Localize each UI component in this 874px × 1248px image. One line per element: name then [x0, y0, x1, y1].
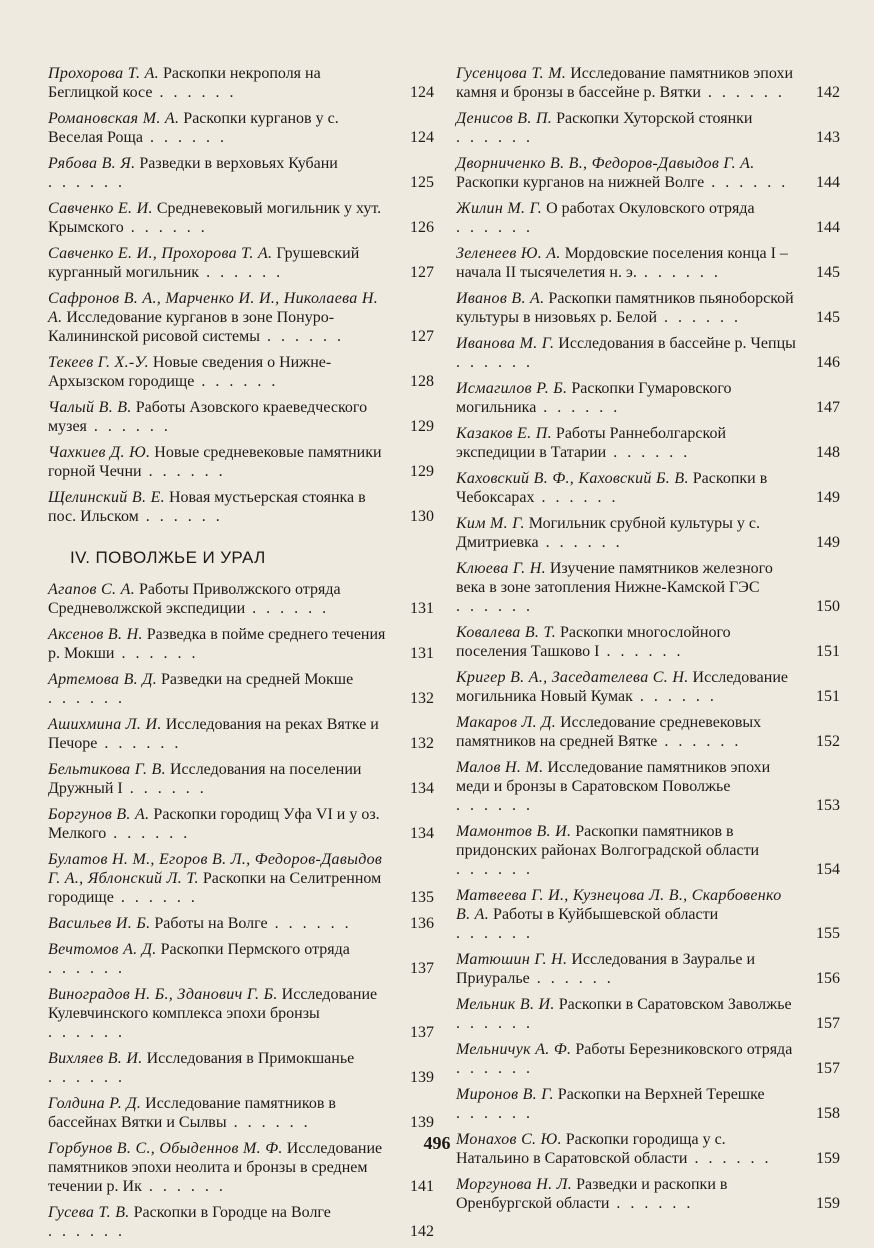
toc-entry-text: [48, 850, 390, 907]
toc-entry: [456, 1175, 846, 1213]
toc-entry-page: 157: [816, 1015, 840, 1032]
toc-entry: [48, 109, 440, 147]
toc-entry: [456, 154, 846, 192]
toc-entry-title: Исследования в бассейне р. Чепцы: [558, 335, 796, 352]
toc-entry-author: Дворниченко В. В., Федоров-Давыдов Г. А.: [456, 155, 755, 172]
toc-entry-title: Исследование средневековых памятников на средней Вятке: [456, 714, 762, 750]
toc-entry-text: [456, 289, 796, 327]
leader-dots: . . . . . .: [141, 1178, 226, 1195]
leader-dots: . . . . . .: [267, 915, 352, 932]
toc-entry-text: [48, 760, 390, 798]
toc-entry-page: 158: [816, 1105, 840, 1122]
toc-entry-text: [456, 1175, 796, 1213]
toc-entry: [456, 623, 846, 661]
leader-dots: . . . . . .: [141, 463, 226, 480]
toc-entry: [456, 514, 846, 552]
toc-entry-text: [456, 424, 796, 462]
toc-entry: [48, 488, 440, 526]
leader-dots: . . . . . .: [199, 264, 284, 281]
toc-entry: [48, 715, 440, 753]
toc-entry: [456, 1085, 846, 1123]
toc-entry-text: [456, 559, 796, 616]
toc-entry-author: Вечтомов А. Д.: [48, 941, 157, 958]
leader-dots: . . . . . .: [456, 354, 533, 371]
toc-entry-text: [48, 289, 390, 346]
toc-entry-text: [456, 995, 796, 1033]
toc-entry-title: Работы в Куйбышевской области: [493, 906, 719, 923]
toc-entry-text: [456, 379, 796, 417]
toc-entry-text: [48, 154, 390, 192]
leader-dots: . . . . . .: [657, 309, 741, 326]
toc-entry: [456, 758, 846, 815]
toc-entry-title: Разведки на средней Мокше: [161, 671, 354, 688]
leader-dots: . . . . . .: [245, 600, 330, 617]
toc-entry-author: Щелинский В. Е.: [48, 489, 165, 506]
toc-entry-text: [48, 1049, 390, 1087]
toc-entry-page: 128: [410, 373, 434, 390]
toc-entry-title: Средневековый могильник у хут. Крымского: [48, 200, 382, 236]
toc-entry-author: Агапов С. А.: [48, 581, 136, 598]
toc-entry-author: Артемова В. Д.: [48, 671, 158, 688]
leader-dots: . . . . . .: [194, 373, 279, 390]
toc-entry-text: [456, 154, 796, 192]
leader-dots: . . . . . .: [456, 1105, 533, 1122]
toc-entry: [48, 398, 440, 436]
toc-entry-title: Раскопки памятников пьяноборской культуры в низовьях р. Белой: [456, 290, 794, 326]
toc-entry-title: Могильник срубной культуры у с. Дмитриевка: [456, 515, 760, 551]
section-title: IV. ПОВОЛЖЬЕ И УРАЛ: [70, 548, 266, 567]
toc-entry-text: [456, 244, 796, 282]
toc-entry-author: Романовская М. А.: [48, 110, 180, 127]
toc-entry-author: Вихляев В. И.: [48, 1050, 143, 1067]
toc-entry-author: Голдина Р. Д.: [48, 1095, 142, 1112]
leader-dots: . . . . . .: [48, 960, 125, 977]
toc-entry: [48, 1203, 440, 1241]
toc-entry-page: 150: [816, 598, 840, 615]
toc-entry-page: 149: [816, 534, 840, 551]
toc-entry-page: 146: [816, 354, 840, 371]
toc-entry: [456, 199, 846, 237]
toc-entry-title: Раскопки Хуторской стоянки: [556, 110, 753, 127]
toc-entry-title: Новые средневековые памятники горной Чечни: [48, 444, 382, 480]
toc-entry-text: [456, 469, 796, 507]
toc-entry-page: 143: [816, 129, 840, 146]
toc-entry: [456, 995, 846, 1033]
toc-entry-page: 153: [816, 797, 840, 814]
toc-entry-author: Зеленеев Ю. А.: [456, 245, 561, 262]
leader-dots: . . . . . .: [657, 733, 742, 750]
toc-entry-author: Ашихмина Л. И.: [48, 716, 162, 733]
toc-entry-text: [48, 353, 390, 391]
leader-dots: . . . . . .: [456, 861, 533, 878]
leader-dots: . . . . . .: [534, 489, 619, 506]
toc-entry-title: Мордовские поселения конца I – начала II тысячелетия н. э.: [456, 245, 788, 281]
toc-entry-text: [48, 109, 390, 147]
toc-entry-text: [48, 64, 390, 102]
toc-entry: [48, 985, 440, 1042]
page-number: 496: [423, 1133, 451, 1153]
toc-entry: [456, 289, 846, 327]
toc-entry: [48, 805, 440, 843]
toc-entry-author: Моргунова Н. Л.: [456, 1176, 573, 1193]
toc-entry: [48, 199, 440, 237]
toc-entry-text: [456, 950, 796, 988]
toc-entry-author: Горбунов В. С., Обыденнов М. Ф.: [48, 1140, 283, 1157]
toc-entry: [456, 950, 846, 988]
toc-entry-text: [456, 514, 796, 552]
toc-entry-page: 136: [410, 915, 434, 932]
toc-entry-author: Мельник В. И.: [456, 996, 555, 1013]
leader-dots: . . . . . .: [142, 129, 227, 146]
leader-dots: . . . . . .: [456, 1015, 533, 1032]
toc-entry-text: [48, 670, 390, 708]
toc-entry-author: Миронов В. Г.: [456, 1086, 554, 1103]
toc-entry-page: 156: [816, 970, 840, 987]
toc-entry-author: Иванов В. А.: [456, 290, 545, 307]
toc-entry-title: Новые сведения о Нижне-Архызском городище: [48, 354, 332, 390]
toc-entry: [48, 760, 440, 798]
toc-entry-author: Бельтикова Г. В.: [48, 761, 166, 778]
toc-entry-author: Савченко Е. И., Прохорова Т. А.: [48, 245, 273, 262]
toc-entry-text: [456, 623, 796, 661]
toc-entry-author: Матвеева Г. И., Кузнецова Л. В., Скарбовенко В. А.: [456, 887, 782, 923]
toc-entry-title: Работы Азовского краеведческого музея: [48, 399, 368, 435]
toc-entry-title: Раскопки в Городце на Волге: [133, 1204, 331, 1221]
toc-entry-page: 129: [410, 463, 434, 480]
leader-dots: . . . . . .: [114, 645, 199, 662]
toc-entry-title: Исследование памятников эпохи неолита и бронзы в среднем течении р. Ик: [48, 1140, 383, 1195]
leader-dots: . . . . . .: [259, 328, 344, 345]
toc-entry-text: [48, 985, 390, 1042]
toc-entry-title: Исследование памятников в бассейнах Вятки и Сылвы: [48, 1095, 336, 1131]
toc-entry-text: [456, 109, 796, 147]
toc-entry-title: Раскопки курганов у с. Веселая Роща: [48, 110, 339, 146]
toc-entry-text: [48, 1203, 390, 1241]
toc-entry-page: 151: [816, 643, 840, 660]
toc-entry-page: 137: [410, 960, 434, 977]
leader-dots: . . . . . .: [529, 970, 614, 987]
leader-dots: . . . . . .: [632, 688, 717, 705]
toc-entry-page: 144: [816, 174, 840, 191]
toc-entry-text: [456, 199, 796, 237]
leader-dots: . . . . . .: [609, 1195, 694, 1212]
toc-entry-page: 154: [816, 861, 840, 878]
leader-dots: . . . . . .: [456, 598, 533, 615]
toc-entry-author: Ковалева В. Т.: [456, 624, 557, 641]
toc-entry-text: [456, 1040, 796, 1078]
toc-entry-author: Клюева Г. Н.: [456, 560, 546, 577]
toc-entry-title: Исследования на реках Вятке и Печоре: [48, 716, 379, 752]
toc-entry-author: Ким М. Г.: [456, 515, 525, 532]
toc-entry-author: Виноградов Н. Б., Зданович Г. Б.: [48, 986, 278, 1003]
toc-entry: [456, 424, 846, 462]
leader-dots: . . . . . .: [106, 825, 191, 842]
toc-entry-title: Работы Березниковского отряда: [575, 1041, 793, 1058]
leader-dots: . . . . . .: [138, 508, 223, 525]
toc-entry-page: 132: [410, 735, 434, 752]
toc-entry: [456, 64, 846, 102]
leader-dots: . . . . . .: [48, 1223, 125, 1240]
toc-entry-title: Раскопки городища у с. Натальино в Саратовской области: [456, 1131, 726, 1167]
toc-entry-author: Жилин М. Г.: [456, 200, 543, 217]
toc-entry-title: Разведка в пойме среднего течения р. Мокши: [48, 626, 386, 662]
toc-entry: [48, 914, 440, 933]
toc-entry-text: [456, 1085, 796, 1123]
toc-entry-text: [48, 625, 390, 663]
toc-entry-title: Раскопки Пермского отряда: [160, 941, 350, 958]
toc-entry-title: Раскопки на Селитренном городище: [48, 870, 382, 906]
toc-entry-page: 131: [410, 645, 434, 662]
toc-entry-page: 149: [816, 489, 840, 506]
toc-entry-title: Раскопки некрополя на Беглицкой косе: [48, 65, 321, 101]
toc-entry-text: [456, 334, 796, 372]
leader-dots: . . . . . .: [704, 174, 789, 191]
toc-entry-page: 157: [816, 1060, 840, 1077]
toc-entry-page: 159: [816, 1150, 840, 1167]
leader-dots: . . . . . .: [113, 889, 198, 906]
toc-entry-author: Чалый В. В.: [48, 399, 132, 416]
toc-entry-author: Мамонтов В. И.: [456, 823, 572, 840]
toc-entry-author: Кригер В. А., Заседателева С. Н.: [456, 669, 689, 686]
toc-entry-text: [48, 914, 390, 933]
leader-dots: . . . . . .: [48, 690, 125, 707]
toc-entry: [48, 670, 440, 708]
toc-entry: [48, 1094, 440, 1132]
toc-entry-title: Исследования в Примокшанье: [146, 1050, 355, 1067]
toc-entry-title: Исследования на поселении Дружный I: [48, 761, 362, 797]
toc-entry: [456, 668, 846, 706]
toc-entry: [48, 1049, 440, 1087]
toc-entry-text: [48, 715, 390, 753]
toc-entry-page: 144: [816, 219, 840, 236]
toc-entry: [48, 353, 440, 391]
leader-dots: . . . . . .: [687, 1150, 772, 1167]
leader-dots: . . . . . .: [48, 1024, 125, 1041]
toc-entry-title: Раскопки Гумаровского могильника: [456, 380, 732, 416]
toc-entry-page: 134: [410, 825, 434, 842]
toc-entry-page: 145: [816, 309, 840, 326]
toc-entry-author: Боргунов В. А.: [48, 806, 150, 823]
toc-entry-author: Савченко Е. И.: [48, 200, 153, 217]
toc-entry-author: Гусева Т. В.: [48, 1204, 130, 1221]
toc-entry-text: [48, 580, 390, 618]
leader-dots: . . . . . .: [123, 219, 208, 236]
toc-entry: [456, 1040, 846, 1078]
toc-entry-text: [48, 199, 390, 237]
toc-entry-page: 159: [816, 1195, 840, 1212]
toc-entry-page: 127: [410, 328, 434, 345]
toc-entry-author: Аксенов В. Н.: [48, 626, 143, 643]
toc-entry-author: Макаров Л. Д.: [456, 714, 557, 731]
toc-entry-title: Грушевский курганный могильник: [48, 245, 360, 281]
toc-entry-author: Гусенцова Т. М.: [456, 65, 567, 82]
toc-entry: [48, 625, 440, 663]
toc-entry: [48, 244, 440, 282]
toc-entry-page: 137: [410, 1024, 434, 1041]
toc-entry-text: [48, 443, 390, 481]
toc-entry-text: [456, 822, 796, 879]
toc-entry-author: Денисов В. П.: [456, 110, 553, 127]
toc-entry-page: 132: [410, 690, 434, 707]
toc-entry-page: 142: [410, 1223, 434, 1240]
toc-entry-author: Васильев И. Б.: [48, 915, 151, 932]
toc-entry-page: 124: [410, 129, 434, 146]
toc-entry-author: Малов Н. М.: [456, 759, 544, 776]
toc-entry-title: О работах Окуловского отряда: [546, 200, 755, 217]
toc-entry-page: 151: [816, 688, 840, 705]
toc-entry-title: Раскопки памятников в придонских районах Волгоградской области: [456, 823, 760, 859]
toc-entry-text: [48, 805, 390, 843]
toc-entry: [456, 334, 846, 372]
toc-entry-text: [48, 1094, 390, 1132]
toc-entry-title: Исследования в Зауралье и Приуралье: [456, 951, 756, 987]
leader-dots: . . . . . .: [97, 735, 182, 752]
toc-entry-page: 145: [816, 264, 840, 281]
leader-dots: . . . . . .: [456, 129, 533, 146]
toc-entry: [48, 850, 440, 907]
toc-entry-author: Мельничук А. Ф.: [456, 1041, 572, 1058]
toc-entry: [456, 713, 846, 751]
toc-entry-page: 139: [410, 1069, 434, 1086]
leader-dots: . . . . . .: [700, 84, 785, 101]
toc-entry-title: Разведки в верховьях Кубани: [139, 155, 338, 172]
toc-entry-page: 130: [410, 508, 434, 525]
toc-entry: [456, 109, 846, 147]
toc-entry-page: 131: [410, 600, 434, 617]
leader-dots: . . . . . .: [599, 643, 684, 660]
toc-entry-page: 139: [410, 1114, 434, 1131]
toc-entry: [456, 379, 846, 417]
leader-dots: . . . . . .: [456, 925, 533, 942]
toc-entry: [48, 289, 440, 346]
toc-entry: [456, 886, 846, 943]
leader-dots: . . . . . .: [152, 84, 237, 101]
toc-entry: [48, 64, 440, 102]
toc-entry: [48, 940, 440, 978]
toc-entry-page: 134: [410, 780, 434, 797]
toc-entry-title: Раскопки курганов на нижней Волге: [456, 174, 705, 191]
leader-dots: . . . . . .: [456, 219, 533, 236]
toc-entry: [48, 580, 440, 618]
toc-entry-page: 142: [816, 84, 840, 101]
toc-entry-title: Раскопки в Саратовском Заволжье: [558, 996, 792, 1013]
toc-entry-title: Раскопки на Верхней Терешке: [557, 1086, 765, 1103]
toc-entry-author: Казаков Е. П.: [456, 425, 552, 442]
toc-entry-text: [456, 668, 796, 706]
toc-entry-page: 155: [816, 925, 840, 942]
leader-dots: . . . . . .: [122, 780, 207, 797]
toc-entry-author: Прохорова Т. А.: [48, 65, 159, 82]
toc-entry: [48, 443, 440, 481]
toc-entry-page: 147: [816, 399, 840, 416]
toc-entry-author: Булатов Н. М., Егоров В. Л., Федоров-Давыдов Г. А., Яблонский Л. Т.: [48, 851, 383, 887]
toc-entry-title: Исследование Кулевчинского комплекса эпохи бронзы: [48, 986, 378, 1022]
toc-entry-author: Матюшин Г. Н.: [456, 951, 568, 968]
toc-entry-title: Исследование могильника Новый Кумак: [456, 669, 788, 705]
toc-entry-title: Работы на Волге: [154, 915, 268, 932]
toc-entry-author: Текеев Г. Х.-У.: [48, 354, 149, 371]
toc-entry-author: Чахкиев Д. Ю.: [48, 444, 151, 461]
toc-entry-title: Новая мустьерская стоянка в пос. Ильском: [48, 489, 366, 525]
toc-entry-title: Раскопки в Чебоксарах: [456, 470, 768, 506]
toc-entry-title: Изучение памятников железного века в зоне затопления Нижне-Камской ГЭС: [456, 560, 773, 596]
leader-dots: . . . . . .: [456, 1060, 533, 1077]
toc-entry-author: Сафронов В. А., Марченко И. И., Николаева Н. А.: [48, 290, 379, 326]
left-entries-top: [48, 64, 440, 526]
toc-entry-title: Раскопки городищ Уфа VI и у оз. Мелкого: [48, 806, 380, 842]
toc-entry-page: 135: [410, 889, 434, 906]
toc-entry-page: 126: [410, 219, 434, 236]
toc-entry-text: [48, 488, 390, 526]
right-column: [456, 64, 846, 1220]
toc-entry-text: [456, 758, 796, 815]
leader-dots: . . . . . .: [48, 174, 125, 191]
leader-dots: . . . . . .: [636, 264, 721, 281]
toc-entry-page: 125: [410, 174, 434, 191]
toc-entry-author: Исмагилов Р. Б.: [456, 380, 568, 397]
toc-entry: [48, 154, 440, 192]
toc-entry-title: Работы Раннеболгарской экспедиции в Татарии: [456, 425, 727, 461]
toc-entry-text: [456, 886, 796, 943]
toc-entry-title: Разведки и раскопки в Оренбургской области: [456, 1176, 728, 1212]
leader-dots: . . . . . .: [226, 1114, 311, 1131]
toc-entry-title: Исследование памятников эпохи меди и бронзы в Саратовском Поволжье: [456, 759, 771, 795]
toc-entry-text: [48, 398, 390, 436]
leader-dots: . . . . . .: [536, 399, 621, 416]
right-entries: [456, 64, 846, 1213]
toc-entry-text: [48, 244, 390, 282]
toc-entry-title: Работы Приволжского отряда Средневолжской экспедиции: [48, 581, 341, 617]
leader-dots: . . . . . .: [48, 1069, 125, 1086]
toc-entry-author: Монахов С. Ю.: [456, 1131, 562, 1148]
toc-entry-page: 129: [410, 418, 434, 435]
leader-dots: . . . . . .: [456, 797, 533, 814]
left-column: [48, 64, 440, 1248]
toc-entry-text: [456, 713, 796, 751]
toc-entry-text: [48, 940, 390, 978]
toc-entry: [456, 244, 846, 282]
toc-entry-author: Иванова М. Г.: [456, 335, 555, 352]
toc-entry-title: Исследование памятников эпохи камня и бронзы в бассейне р. Вятки: [456, 65, 794, 101]
leader-dots: . . . . . .: [606, 444, 691, 461]
toc-entry-title: Раскопки многослойного поселения Ташково I: [456, 624, 731, 660]
toc-entry-text: [456, 64, 796, 102]
toc-entry-page: 148: [816, 444, 840, 461]
toc-entry-author: Каховский В. Ф., Каховский Б. В.: [456, 470, 689, 487]
toc-entry: [456, 822, 846, 879]
toc-entry-page: 141: [410, 1178, 434, 1195]
toc-entry: [456, 559, 846, 616]
toc-entry-page: 124: [410, 84, 434, 101]
toc-entry: [456, 469, 846, 507]
toc-entry-page: 152: [816, 733, 840, 750]
toc-entry-page: 127: [410, 264, 434, 281]
leader-dots: . . . . . .: [86, 418, 171, 435]
toc-entry-author: Рябова В. Я.: [48, 155, 136, 172]
leader-dots: . . . . . .: [538, 534, 623, 551]
toc-entry-title: Исследование курганов в зоне Понуро-Калининской рисовой системы: [48, 309, 335, 345]
